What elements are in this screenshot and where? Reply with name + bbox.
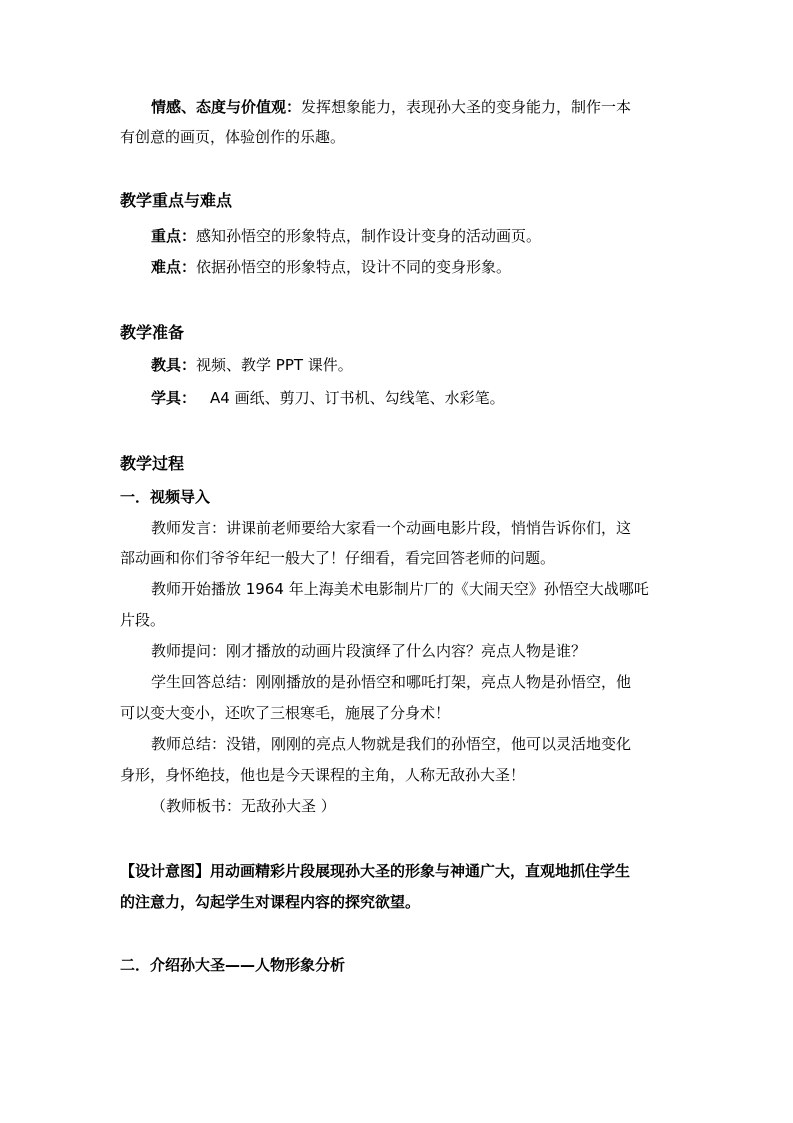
teacher-tools-line — [151, 355, 353, 375]
difficulty-text: 依据孙悟空的形象特点，设计不同的变身形象。 — [196, 258, 512, 276]
prep-heading: 教学准备 — [120, 323, 185, 342]
design-intent-line-1: 【设计意图】用动画精彩片段展现孙大圣的形象与神通广大，直观地抓住学生 — [120, 862, 631, 880]
difficulty-line — [151, 257, 511, 277]
paragraph-3: 教师提问：刚才播放的动画片段演绎了什么内容？亮点人物是谁？ — [151, 642, 587, 660]
student-tools-text: A4 画纸、剪刀、订书机、勾线笔、水彩笔。 — [210, 389, 505, 407]
emotion-line-1 — [151, 97, 631, 117]
key-point-text: 感知孙悟空的形象特点，制作设计变身的活动画页。 — [196, 227, 542, 245]
board-note: （教师板书：无敌孙大圣 ） — [151, 797, 336, 815]
paragraph-2-line-1: 教师开始播放 1964 年上海美术电影制片厂的《大闹天空》孙悟空大战哪吒 — [151, 580, 649, 598]
paragraph-1-line-2: 部动画和你们爷爷年纪一般大了！仔细看，看完回答老师的问题。 — [120, 549, 556, 567]
section-1-heading: 一．视频导入 — [120, 488, 211, 506]
key-point-label: 重点： — [151, 227, 197, 245]
section-2-heading: 二．介绍孙大圣——人物形象分析 — [120, 956, 346, 974]
paragraph-1-line-1: 教师发言：讲课前老师要给大家看一个动画电影片段，悄悄告诉你们，这 — [151, 519, 632, 537]
paragraph-4-line-2: 可以变大变小，还吹了三根寒毛，施展了分身术！ — [120, 704, 451, 722]
paragraph-2-line-2: 片段。 — [120, 611, 166, 629]
process-heading: 教学过程 — [120, 454, 185, 473]
teacher-tools-text: 视频、教学 PPT 课件。 — [196, 356, 353, 374]
emotion-text-1: 发挥想象能力，表现孙大圣的变身能力，制作一本 — [301, 98, 632, 116]
paragraph-5-line-2: 身形，身怀绝技，他也是今天课程的主角，人称无敌孙大圣！ — [120, 766, 526, 784]
paragraph-5-line-1: 教师总结：没错，刚刚的亮点人物就是我们的孙悟空，他可以灵活地变化 — [151, 735, 632, 753]
emotion-label: 情感、态度与价值观： — [151, 98, 302, 116]
difficulty-label: 难点： — [151, 258, 197, 276]
emotion-line-2: 有创意的画页，体验创作的乐趣。 — [120, 128, 346, 146]
design-intent-line-2: 的注意力，勾起学生对课程内容的探究欲望。 — [120, 893, 421, 911]
paragraph-4-line-1: 学生回答总结：刚刚播放的是孙悟空和哪吒打架，亮点人物是孙悟空，他 — [151, 673, 632, 691]
student-tools-line — [151, 388, 505, 408]
teacher-tools-label: 教具： — [151, 356, 197, 374]
student-tools-label: 学具： — [151, 389, 197, 407]
focus-heading: 教学重点与难点 — [120, 191, 233, 210]
key-point-line — [151, 226, 541, 246]
